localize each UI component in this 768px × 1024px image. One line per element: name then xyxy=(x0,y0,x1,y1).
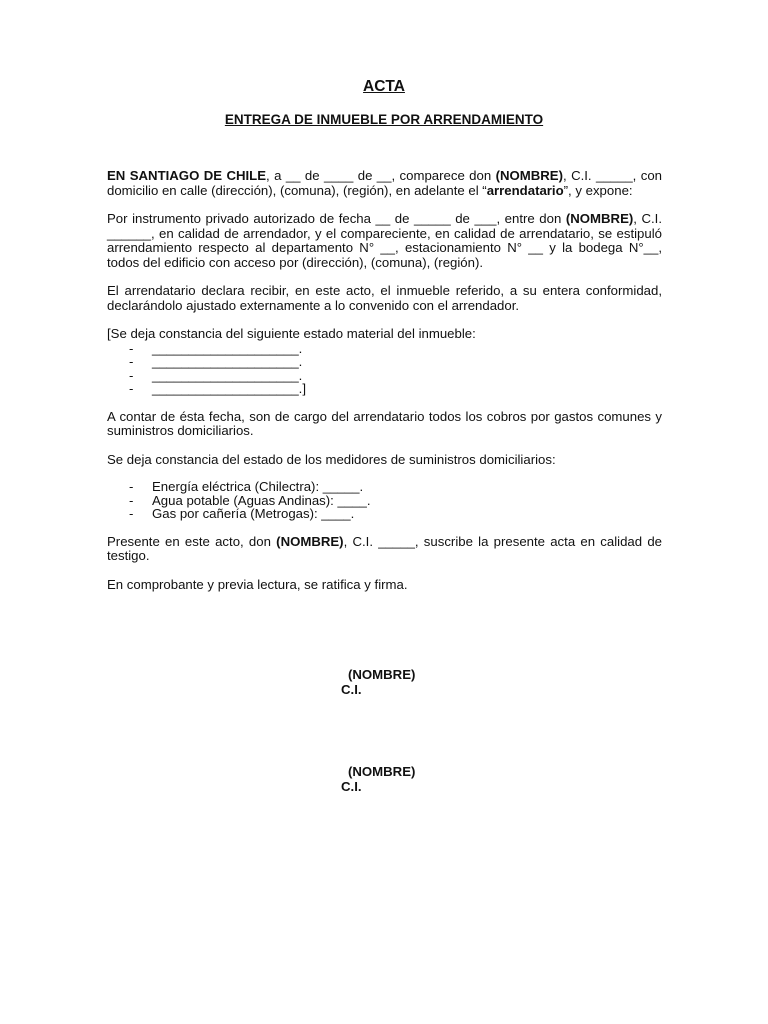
paragraph-comparecencia xyxy=(107,169,662,198)
estado-material-list xyxy=(107,342,662,396)
signature-name: (NOMBRE) xyxy=(348,667,416,682)
list-item xyxy=(107,382,662,396)
paragraph-recepcion: El arrendatario declara recibir, en este acto, el inmueble referido, a su entera conformidad, declarándolo ajustado externamente a lo convenido con el arrendador. xyxy=(107,283,662,313)
paragraph-estado-material: [Se deja constancia del siguiente estado material del inmueble: xyxy=(107,326,476,341)
text-run: , C.I. _____, con domicilio en calle (dirección), (comuna), (región), en adelante el “ xyxy=(107,168,662,198)
list-dash: - xyxy=(129,479,134,494)
list-item-text: ____________________. xyxy=(152,367,303,383)
text-run: Por instrumento privado autorizado de fecha __ de _____ de ___, entre don xyxy=(107,211,566,226)
list-dash: - xyxy=(129,381,134,396)
list-item-text: ____________________. xyxy=(152,340,303,356)
document-body xyxy=(107,169,662,606)
signature-name: (NOMBRE) xyxy=(348,764,416,779)
list-dash: - xyxy=(129,506,134,521)
document-subtitle: ENTREGA DE INMUEBLE POR ARRENDAMIENTO xyxy=(224,112,544,127)
list-item xyxy=(107,342,662,356)
list-item xyxy=(107,369,662,383)
paragraph-ratifica: En comprobante y previa lectura, se ratifica y firma. xyxy=(107,576,408,592)
list-item-text: Energía eléctrica (Chilectra): _____. xyxy=(152,479,364,494)
text-run: , C.I. ______, en calidad de arrendador, y el compareciente, en calidad de arrendatario, se estipuló arrendamiento respecto al departamento N° __, estacionamiento N° __ y la bodega N°__, todos del edificio con acceso por (dirección), (comuna), (región). xyxy=(107,211,663,270)
list-dash: - xyxy=(129,492,134,508)
text-run: Presente en este acto, don xyxy=(107,533,277,549)
list-item-text: ____________________. xyxy=(152,354,303,369)
name-placeholder: (NOMBRE) xyxy=(565,211,634,226)
text-run: , a __ de ____ de __, comparece don xyxy=(266,168,496,183)
list-item xyxy=(107,480,662,494)
text-run: , C.I. _____, suscribe la presente acta en calidad de testigo. xyxy=(107,533,662,563)
arrendatario-term: arrendatario xyxy=(486,182,564,198)
list-item-text: ____________________.] xyxy=(152,381,307,396)
paragraph-testigo xyxy=(107,535,662,564)
name-placeholder: (NOMBRE) xyxy=(276,533,344,549)
signature-ci: C.I. xyxy=(341,779,362,794)
list-item xyxy=(107,355,662,369)
paragraph-instrumento xyxy=(107,212,662,270)
list-dash: - xyxy=(129,354,134,369)
list-dash: - xyxy=(129,367,134,383)
text-run: ”, y expone: xyxy=(563,182,633,198)
location-text: EN SANTIAGO DE CHILE xyxy=(107,168,267,183)
list-item-text: Agua potable (Aguas Andinas): ____. xyxy=(152,492,371,508)
list-item xyxy=(107,494,662,508)
paragraph-gastos: A contar de ésta fecha, son de cargo del arrendatario todos los cobros por gastos comunes y suministros domiciliarios. xyxy=(107,408,662,438)
document-title: ACTA xyxy=(363,78,405,95)
name-placeholder: (NOMBRE) xyxy=(495,168,563,183)
signature-ci: C.I. xyxy=(341,682,362,697)
paragraph-medidores: Se deja constancia del estado de los medidores de suministros domiciliarios: xyxy=(107,451,556,467)
list-dash: - xyxy=(129,340,134,356)
list-item-text: Gas por cañería (Metrogas): ____. xyxy=(152,506,355,521)
list-item xyxy=(107,507,662,521)
medidores-list xyxy=(107,480,662,521)
